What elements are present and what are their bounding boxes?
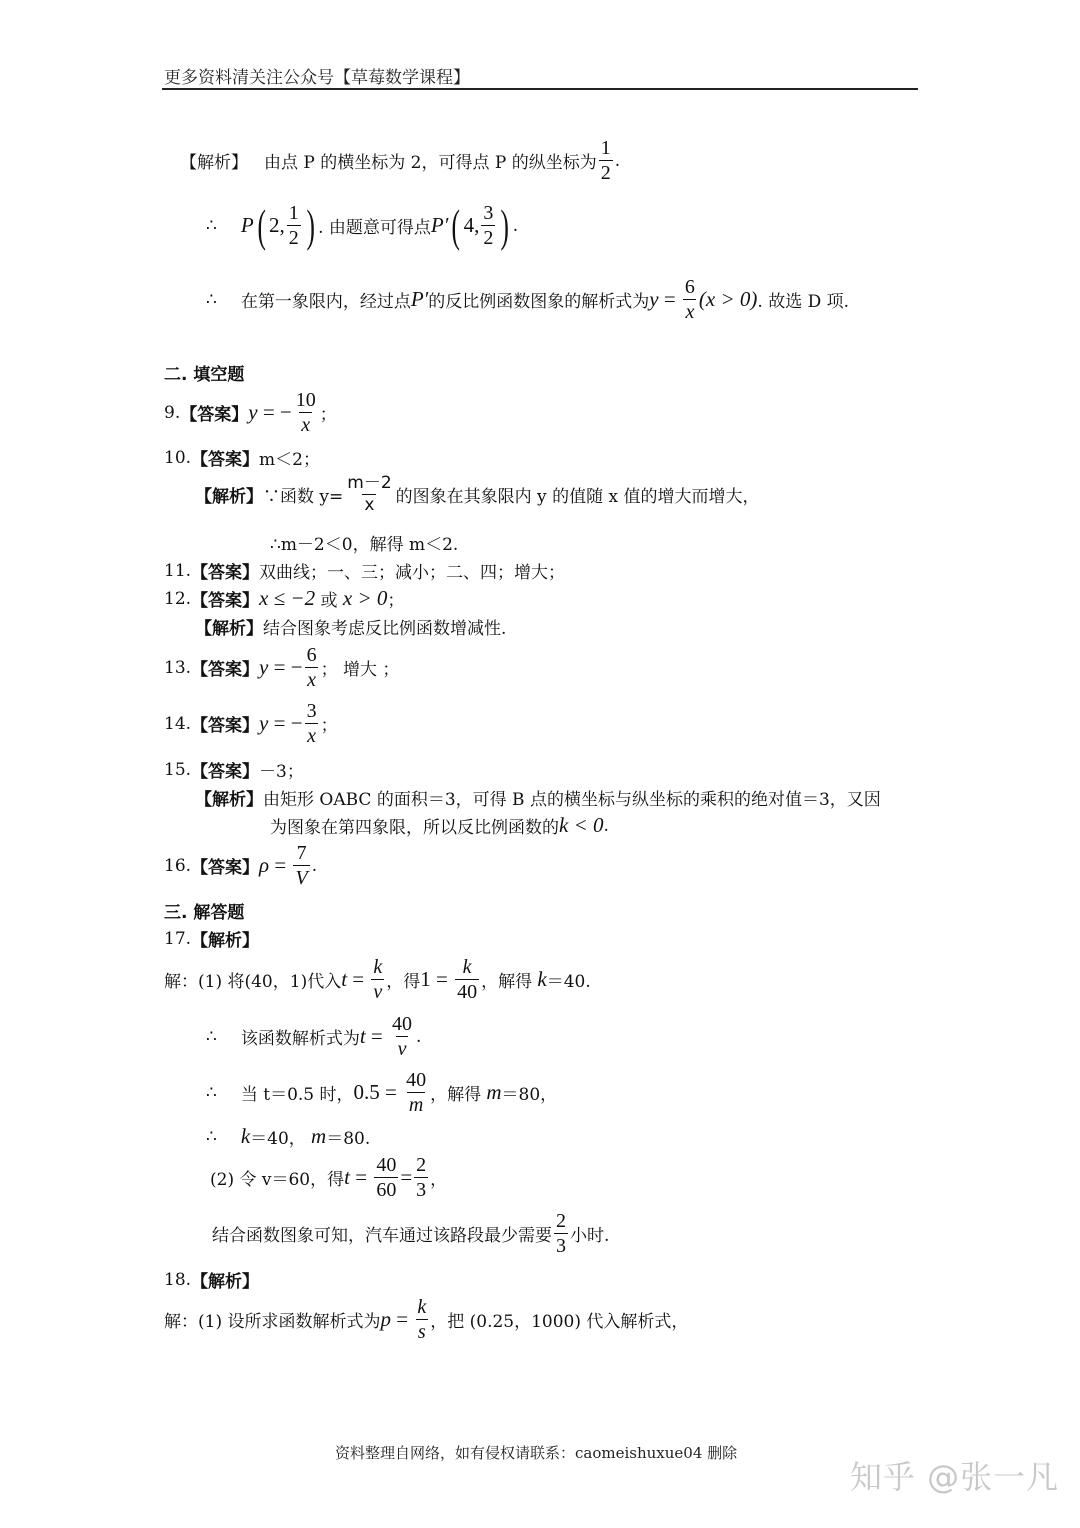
fraction-half: $\frac{1}{2}$	[600, 137, 611, 184]
q17-line-3: ∴ 当 t＝0.5 时， 0.5 = $\frac{40}{m}$ ，解得 m ＝80，	[206, 1069, 558, 1116]
q15-analysis-2: 为图象在第四象限，所以反比例函数的 k < 0 .	[270, 813, 609, 838]
header-divider	[162, 88, 918, 90]
section-fill-in-title: 二. 填空题	[164, 365, 245, 385]
analysis-p-line-2: ∴ P ( 2, $\frac{1}{2}$ ) . 由题意可得点 P′ ( 4, $\frac{3}{2}$ ) .	[206, 199, 519, 251]
q10-answer: 10. 【答案】 m＜2；	[164, 447, 320, 470]
q12-answer: 12. 【答案】 x ≤ −2 或 x > 0 ；	[164, 586, 405, 611]
q13-answer: 13. 【答案】 y = − $\frac{6}{x}$ ； 增大 ；	[164, 644, 400, 691]
q12-analysis: 【解析】 结合图象考虑反比例函数增减性.	[195, 619, 507, 639]
q11-answer: 11. 【答案】 双曲线；一、三；减小；二、四；增大；	[164, 560, 566, 583]
zhihu-watermark: 知乎 @张一凡	[850, 1458, 1060, 1496]
q17-line-4: ∴ k ＝40， m ＝80.	[206, 1124, 371, 1149]
q17-line-5: (2) 令 v＝60，得 t = $\frac{40}{60}$ = $\frac{2}{3}$ ，	[210, 1154, 448, 1201]
q14-answer: 14. 【答案】 y = − $\frac{3}{x}$ ；	[164, 700, 338, 747]
analysis-p-line-1: 【解析】 由点 P 的横坐标为 2，可得点 P 的纵坐标为 $\frac{1}{2}$ .	[180, 137, 621, 184]
q15-analysis-1: 【解析】 由矩形 OABC 的面积＝3，可得 B 点的横坐标与纵坐标的乘积的绝对值＝3，又因	[195, 790, 881, 810]
q18-heading: 18. 【解析】	[164, 1269, 260, 1292]
q17-heading: 17. 【解析】	[164, 928, 260, 951]
q17-line-2: ∴ 该函数解析式为 t = $\frac{40}{v}$ .	[206, 1013, 422, 1060]
q18-line-1: 解：(1) 设所求函数解析式为 p = $\frac{k}{s}$ ，把 (0.25，1000) 代入解析式，	[164, 1296, 689, 1343]
q10-analysis-1: 【解析】 ∵函数 y= $\frac{m-2}{x}$ 的图象在其象限内 y 的值随 x 值的增大而增大，	[195, 473, 760, 515]
q10-analysis-2: ∴m－2＜0，解得 m＜2.	[270, 535, 459, 555]
q9-answer: 9. 【答案】 y = − $\frac{10}{x}$ ；	[164, 389, 337, 436]
q15-answer: 15. 【答案】 －3；	[164, 759, 304, 782]
section-solution-title: 三. 解答题	[164, 903, 245, 923]
page-header: 更多资料清关注公众号【草莓数学课程】	[164, 68, 470, 88]
page-footer: 资料整理自网络，如有侵权请联系：caomeishuxue04 删除	[335, 1444, 738, 1462]
q16-answer: 16. 【答案】 ρ = $\frac{7}{V}$ .	[164, 842, 318, 889]
q17-line-1: 解：(1) 将(40，1)代入 t = $\frac{k}{v}$ ，得 1 = $\frac{k}{40}$ ，解得 k ＝40.	[164, 956, 591, 1003]
analysis-p-line-3: ∴ 在第一象限内，经过点 P′ 的反比例函数图象的解析式为 y = $\frac{6}{x}$ (x > 0) . 故选 D 项.	[206, 276, 850, 323]
q17-line-6: 结合函数图象可知，汽车通过该路段最少需要 $\frac{2}{3}$ 小时.	[212, 1210, 610, 1257]
